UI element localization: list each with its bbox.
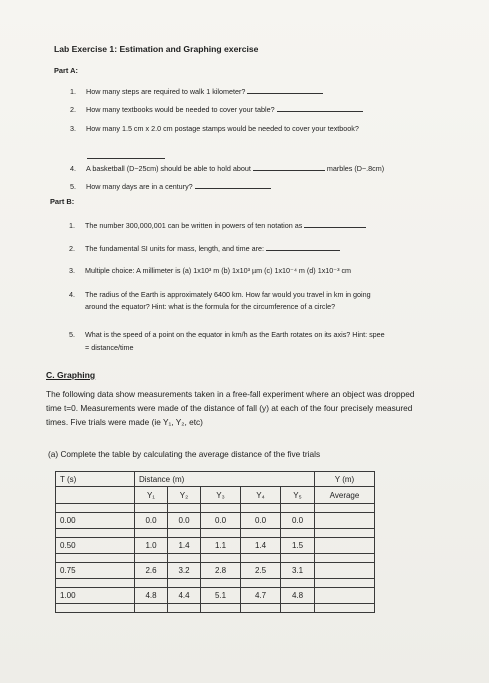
part-b-question-2: 2. The fundamental SI units for mass, length, and time are:	[69, 243, 340, 253]
header-trial: Y₃	[201, 487, 241, 504]
answer-line[interactable]	[253, 163, 325, 171]
answer-line[interactable]	[195, 181, 271, 189]
value-cell: 1.0	[135, 538, 168, 554]
value-cell: 1.4	[241, 538, 281, 554]
value-cell: 1.1	[201, 538, 241, 554]
page-title: Lab Exercise 1: Estimation and Graphing exercise	[54, 44, 259, 54]
header-trial: Y₂	[168, 487, 201, 504]
value-cell: 1.5	[281, 538, 315, 554]
value-cell: 4.7	[241, 588, 281, 604]
part-a-question-4: 4. A basketball (D~25cm) should be able to hold about marbles (D~.8cm)	[70, 164, 385, 173]
value-cell: 2.5	[241, 563, 281, 579]
part-a-question-5: 5. How many days are in a century?	[70, 181, 271, 191]
table-row	[56, 563, 375, 579]
value-cell: 4.8	[281, 588, 315, 604]
part-b-question-3: 3. Multiple choice: A millimeter is (a) 1x10³ m (b) 1x10³ µm (c) 1x10⁻⁴ m (d) 1x10⁻³ cm	[69, 266, 352, 275]
header-trial: Y₄	[241, 487, 281, 504]
part-a-question-2: 2. How many textbooks would be needed to cover your table?	[70, 104, 363, 114]
average-cell[interactable]	[315, 563, 375, 579]
data-table	[55, 471, 375, 613]
value-cell: 4.8	[135, 588, 168, 604]
part-b-label: Part B:	[50, 197, 75, 206]
value-cell: 4.4	[168, 588, 201, 604]
part-a-label: Part A:	[54, 66, 78, 75]
value-cell: 0.0	[241, 513, 281, 529]
average-cell[interactable]	[315, 513, 375, 529]
value-cell: 0.0	[281, 513, 315, 529]
header-distance: Distance (m)	[135, 472, 315, 487]
value-cell: 1.4	[168, 538, 201, 554]
header-y: Y (m)	[315, 472, 375, 487]
part-b-question-4: 4. The radius of the Earth is approximately 6400 km. How far would you travel in km in going	[69, 290, 371, 299]
value-cell: 3.2	[168, 563, 201, 579]
answer-line[interactable]	[277, 104, 363, 112]
table-instruction: (a) Complete the table by calculating the average distance of the five trials	[48, 449, 321, 459]
time-cell: 0.75	[56, 563, 135, 579]
value-cell: 2.6	[135, 563, 168, 579]
part-b-question-1: 1. The number 300,000,001 can be written in powers of ten notation as	[69, 220, 366, 230]
section-heading-graphing: C. Graphing	[46, 370, 96, 380]
average-cell[interactable]	[315, 538, 375, 554]
part-b-question-4-cont: around the equator? Hint: what is the formula for the circumference of a circle?	[85, 302, 336, 311]
table-row	[56, 513, 375, 529]
value-cell: 0.0	[135, 513, 168, 529]
time-cell: 0.00	[56, 513, 135, 529]
header-t: T (s)	[56, 472, 135, 487]
value-cell: 0.0	[168, 513, 201, 529]
answer-line[interactable]	[87, 146, 165, 164]
answer-line[interactable]	[266, 243, 340, 251]
table-row	[56, 538, 375, 554]
part-a-question-1: 1. How many steps are required to walk 1 kilometer?	[70, 86, 323, 96]
part-b-question-5: 5. What is the speed of a point on the equator in km/h as the Earth rotates on its axis? Hint: spee	[69, 330, 385, 339]
header-average: Average	[315, 487, 375, 504]
value-cell: 2.8	[201, 563, 241, 579]
time-cell: 0.50	[56, 538, 135, 554]
time-cell: 1.00	[56, 588, 135, 604]
header-trial: Y₁	[135, 487, 168, 504]
table-row	[56, 588, 375, 604]
part-a-question-3: 3. How many 1.5 cm x 2.0 cm postage stamps would be needed to cover your textbook?	[70, 124, 359, 133]
part-b-question-5-cont: = distance/time	[85, 343, 134, 352]
value-cell: 3.1	[281, 563, 315, 579]
header-trial: Y₅	[281, 487, 315, 504]
value-cell: 5.1	[201, 588, 241, 604]
value-cell: 0.0	[201, 513, 241, 529]
average-cell[interactable]	[315, 588, 375, 604]
answer-line[interactable]	[247, 86, 323, 94]
intro-paragraph: The following data show measurements taken in a free-fall experiment where an object was dropped time t=0. Measurements were made of the distance of fall (y) at each of the four precisely measured times. Five trials were made (ie Y₁, Y₂, etc)	[46, 389, 415, 427]
answer-line[interactable]	[304, 220, 366, 228]
